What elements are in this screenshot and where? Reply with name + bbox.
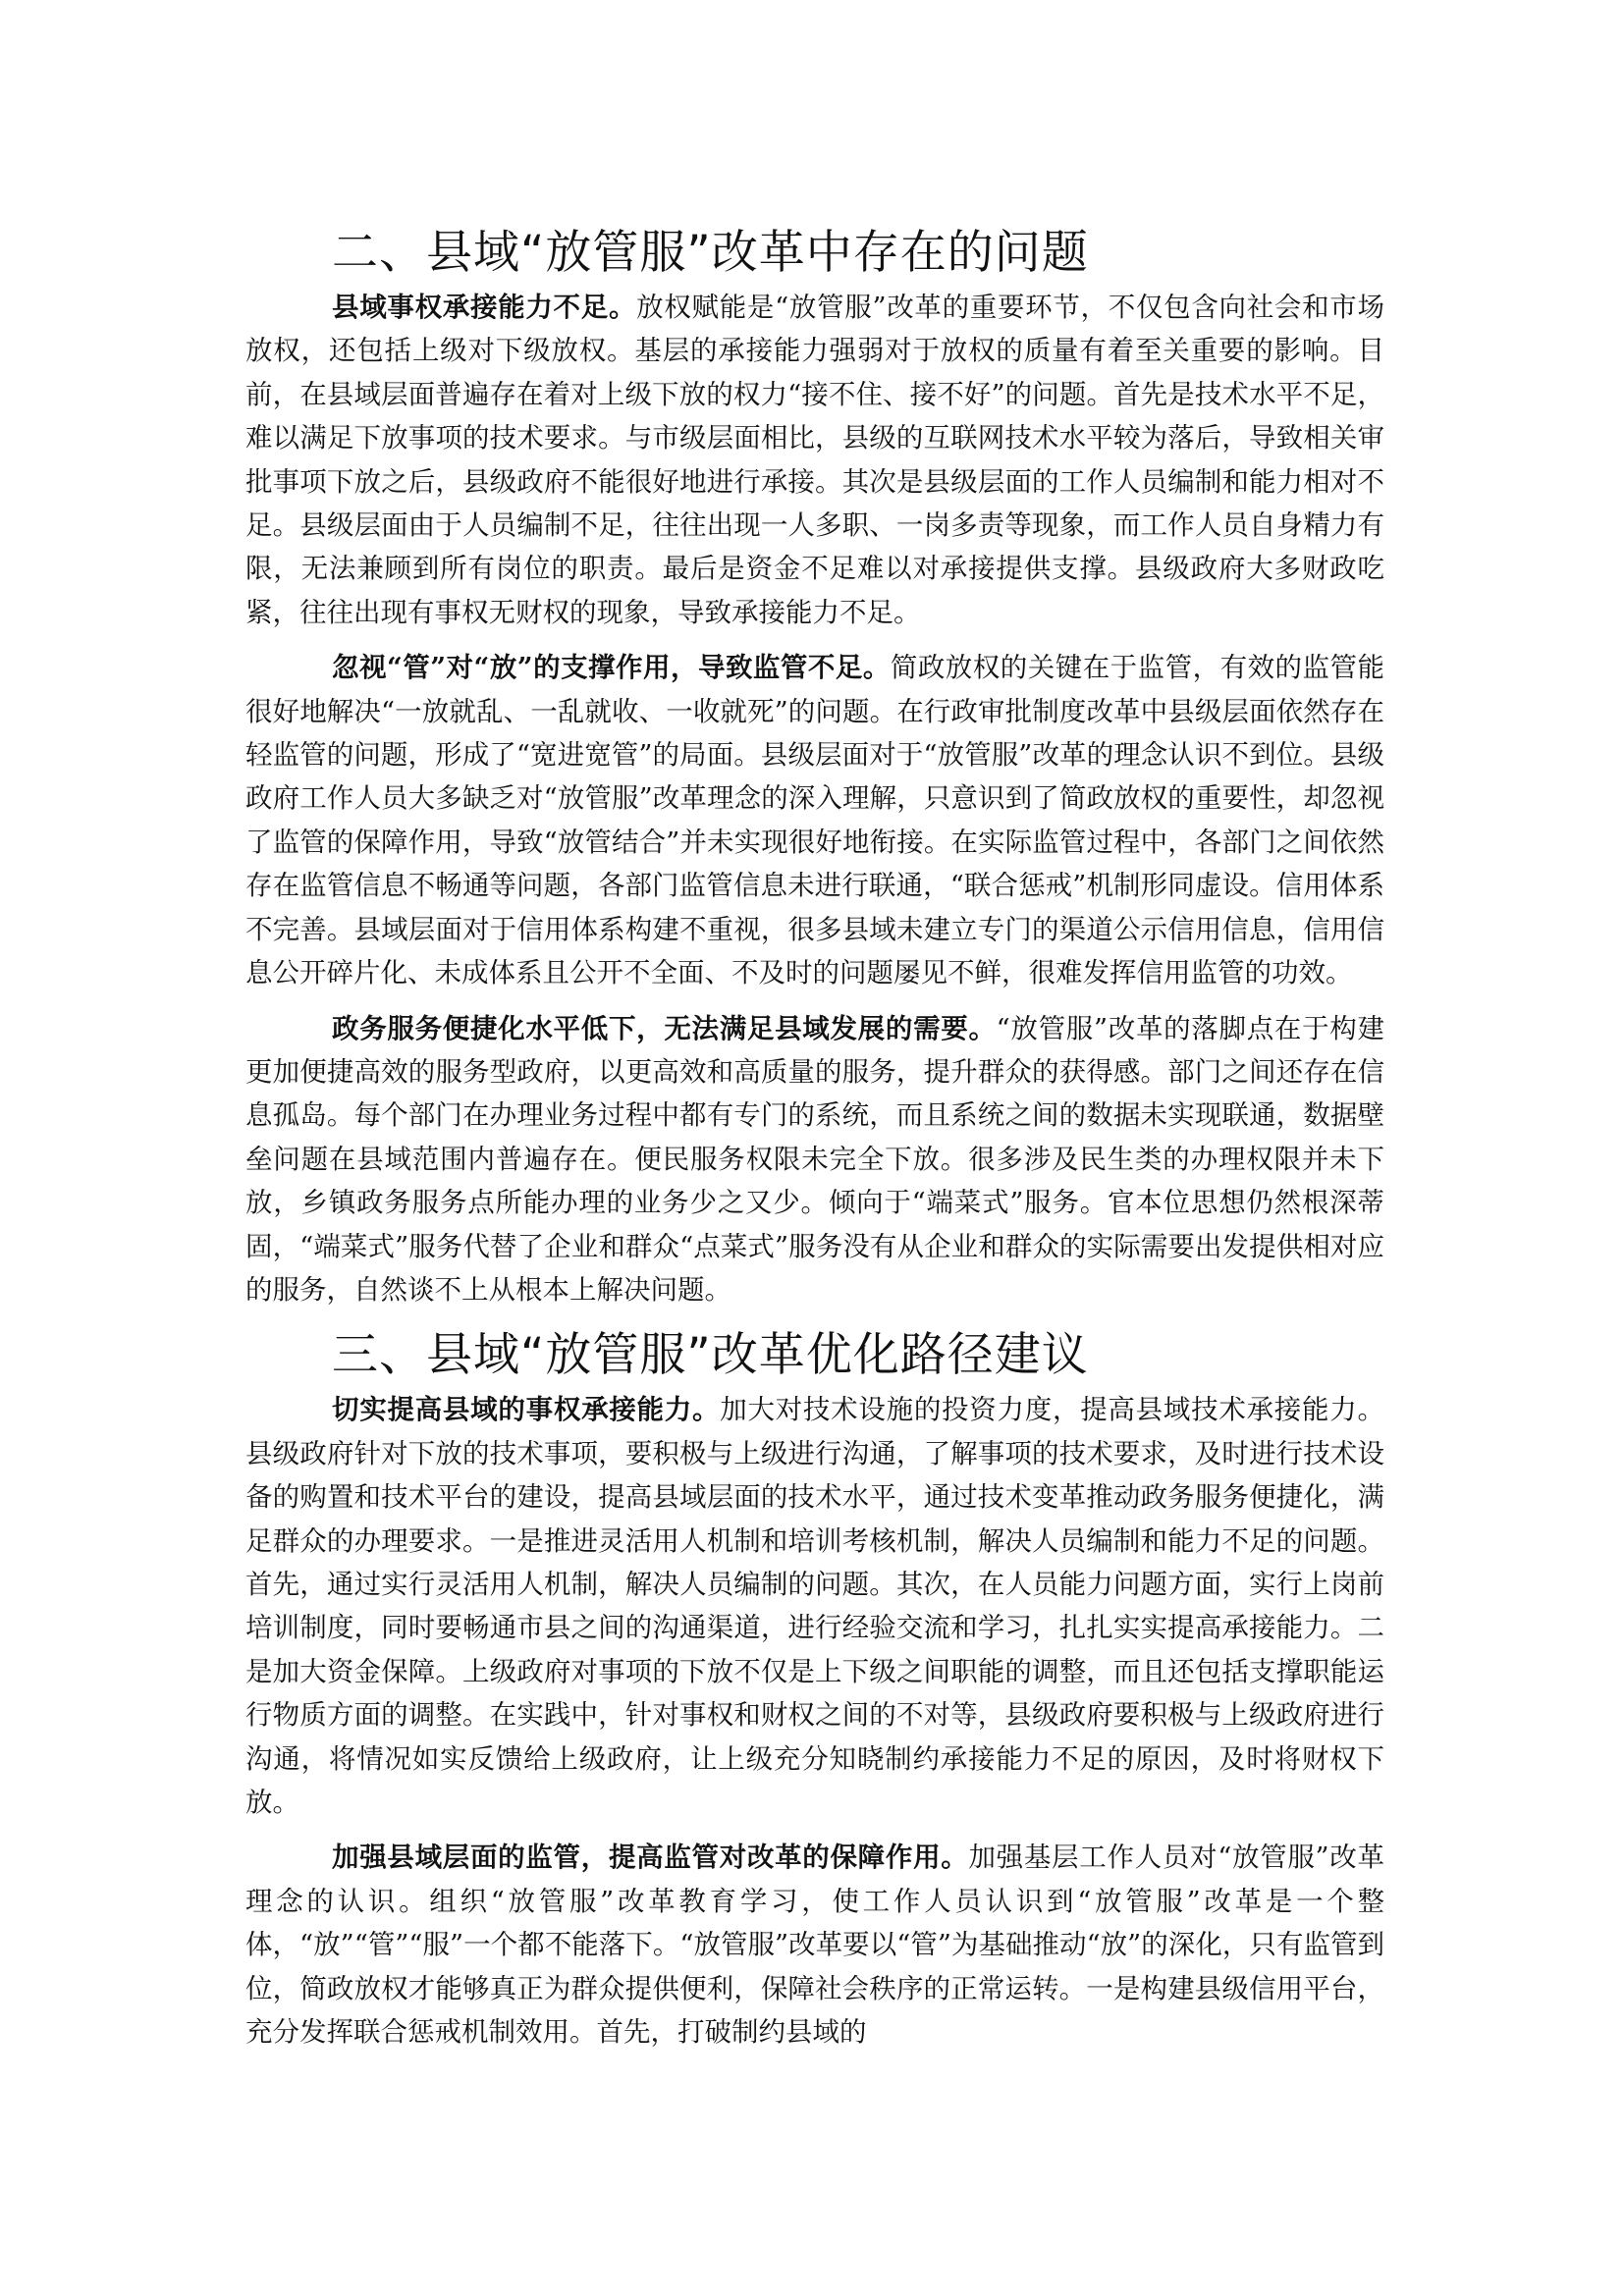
section-heading-problems: 二、县域“放管服”改革中存在的问题 <box>332 226 1089 280</box>
paragraph-lead: 加强县域层面的监管，提高监管对改革的保障作用。 <box>332 1842 969 1874</box>
paragraph-lead: 忽视“管”对“放”的支撑作用，导致监管不足。 <box>332 652 891 684</box>
paragraph-supervision <box>245 646 1384 994</box>
paragraph-capacity <box>245 286 1384 634</box>
paragraph-body: 放权赋能是“放管服”改革的重要环节，不仅包含向社会和市场放权，还包括上级对下级放权。基层的承接能力强弱对于放权的质量有着至关重要的影响。目前，在县域层面普遍存在着对上级下放的权力“接不住、接不好”的问题。首先是技术水平不足，难以满足下放事项的技术要求。与市级层面相比，县级的互联网技术水平较为落后，导致相关审批事项下放之后，县级政府不能很好地进行承接。其次是县级层面的工作人员编制和能力相对不足。县级层面由于人员编制不足，往往出现一人多职、一岗多责等现象，而工作人员自身精力有限，无法兼顾到所有岗位的职责。最后是资金不足难以对承接提供支撑。县级政府大多财政吃紧，往往出现有事权无财权的现象，导致承接能力不足。 <box>245 292 1384 628</box>
paragraph-body: “放管服”改革的落脚点在于构建更加便捷高效的服务型政府，以更高效和高质量的服务，提升群众的获得感。部门之间还存在信息孤岛。每个部门在办理业务过程中都有专门的系统，而且系统之间的数据未实现联通，数据壁垒问题在县域范围内普遍存在。便民服务权限未完全下放。很多涉及民生类的办理权限并未下放，乡镇政务服务点所能办理的业务少之又少。倾向于“端菜式”服务。官本位思想仍然根深蒂固，“端菜式”服务代替了企业和群众“点菜式”服务没有从企业和群众的实际需要出发提供相对应的服务，自然谈不上从根本上解决问题。 <box>245 1012 1384 1306</box>
paragraph-improve-capacity <box>245 1388 1384 1824</box>
paragraph-body: 简政放权的关键在于监管，有效的监管能很好地解决“一放就乱、一乱就收、一收就死”的问题。在行政审批制度改革中县级层面依然存在轻监管的问题，形成了“宽进宽管”的局面。县级层面对于“放管服”改革的理念认识不到位。县级政府工作人员大多缺乏对“放管服”改革理念的深入理解，只意识到了简政放权的重要性，却忽视了监管的保障作用，导致“放管结合”并未实现很好地衔接。在实际监管过程中，各部门之间依然存在监管信息不畅通等问题，各部门监管信息未进行联通，“联合惩戒”机制形同虚设。信用体系不完善。县域层面对于信用体系构建不重视，很多县域未建立专门的渠道公示信用信息，信用信息公开碎片化、未成体系且公开不全面、不及时的问题屡见不鲜，很难发挥信用监管的功效。 <box>245 652 1385 989</box>
paragraph-body: 加强基层工作人员对“放管服”改革理念的认识。组织“放管服”改革教育学习，使工作人员认识到“放管服”改革是一个整体，“放”“管”“服”一个都不能落下。“放管服”改革要以“管”为基础推动“放”的深化，只有监管到位，简政放权才能够真正为群众提供便利，保障社会秩序的正常运转。一是构建县级信用平台，充分发挥联合惩戒机制效用。首先，打破制约县域的 <box>245 1842 1384 2049</box>
paragraph-lead: 切实提高县域的事权承接能力。 <box>332 1394 721 1426</box>
paragraph-service <box>245 1007 1384 1312</box>
document-page <box>245 221 1384 2065</box>
paragraph-lead: 政务服务便捷化水平低下，无法满足县域发展的需要。 <box>332 1012 997 1044</box>
paragraph-lead: 县域事权承接能力不足。 <box>332 292 637 323</box>
section-heading-suggestions: 三、县域“放管服”改革优化路径建议 <box>332 1328 1089 1383</box>
paragraph-body: 加大对技术设施的投资力度，提高县域技术承接能力。县级政府针对下放的技术事项，要积极与上级进行沟通，了解事项的技术要求，及时进行技术设备的购置和技术平台的建设，提高县域层面的技术水平，通过技术变革推动政务服务便捷化，满足群众的办理要求。一是推进灵活用人机制和培训考核机制，解决人员编制和能力不足的问题。首先，通过实行灵活用人机制，解决人员编制的问题。其次，在人员能力问题方面，实行上岗前培训制度，同时要畅通市县之间的沟通渠道，进行经验交流和学习，扎扎实实提高承接能力。二是加大资金保障。上级政府对事项的下放不仅是上下级之间职能的调整，而且还包括支撑职能运行物质方面的调整。在实践中，针对事权和财权之间的不对等，县级政府要积极与上级政府进行沟通，将情况如实反馈给上级政府，让上级充分知晓制约承接能力不足的原因，及时将财权下放。 <box>245 1394 1385 1818</box>
paragraph-strengthen-supervision <box>245 1836 1384 2054</box>
